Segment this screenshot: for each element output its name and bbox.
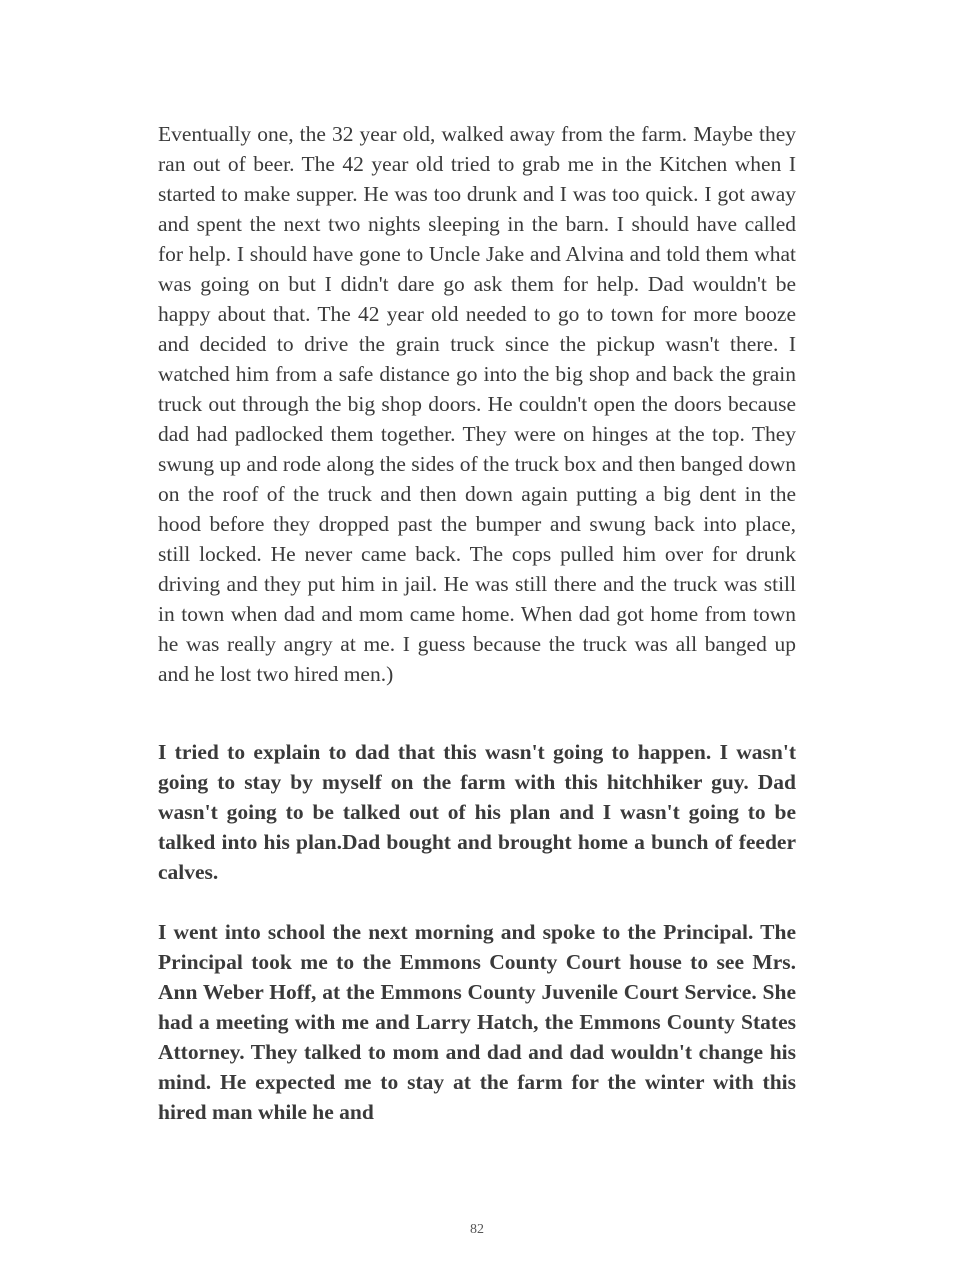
paragraph-school-principal: I went into school the next morning and spoke to the Principal. The Principal took me to the Emmons County Court house to see Mrs. Ann Weber Hoff, at the Emmons County Juvenile Court Service. She had a meeting with me and Larry Hatch, the Emmons County States Attorney. They talked to mom and dad and dad wouldn't change his mind. He expected me to stay at the farm for the winter with this hired man while he and [158,920,796,1124]
paragraph-spacer [158,689,796,737]
paragraph-explain-to-dad: I tried to explain to dad that this wasn't going to happen. I wasn't going to stay by myself on the farm with this hitchhiker guy. Dad wasn't going to be talked out of his plan and I wasn't going to be talked into his plan.Dad bought and brought home a bunch of feeder calves. [158,740,796,884]
paragraph-spacer [158,887,796,917]
document-page [158,119,796,1127]
page-number: 82 [470,1222,484,1237]
paragraph-drunk-hired-man: Eventually one, the 32 year old, walked away from the farm. Maybe they ran out of beer. The 42 year old tried to grab me in the Kitchen when I started to make supper. He was too drunk and I was too quick. I got away and spent the next two nights sleeping in the barn. I should have called for help. I should have gone to Uncle Jake and Alvina and told them what was going on but I didn't dare go ask them for help. Dad wouldn't be happy about that. The 42 year old needed to go to town for more booze and decided to drive the grain truck since the pickup wasn't there. I watched him from a safe distance go into the big shop and back the grain truck out through the big shop doors. He couldn't open the doors because dad had padlocked them together. They were on hinges at the top. They swung up and rode along the sides of the truck box and then banged down on the roof of the truck and then down again putting a big dent in the hood before they dropped past the bumper and swung back into place, still locked. He never came back. The cops pulled him over for drunk driving and they put him in jail. He was still there and the truck was still in town when dad and mom came home. When dad got home from town he was really angry at me. I guess because the truck was all banged up and he lost two hired men.) [158,122,796,686]
